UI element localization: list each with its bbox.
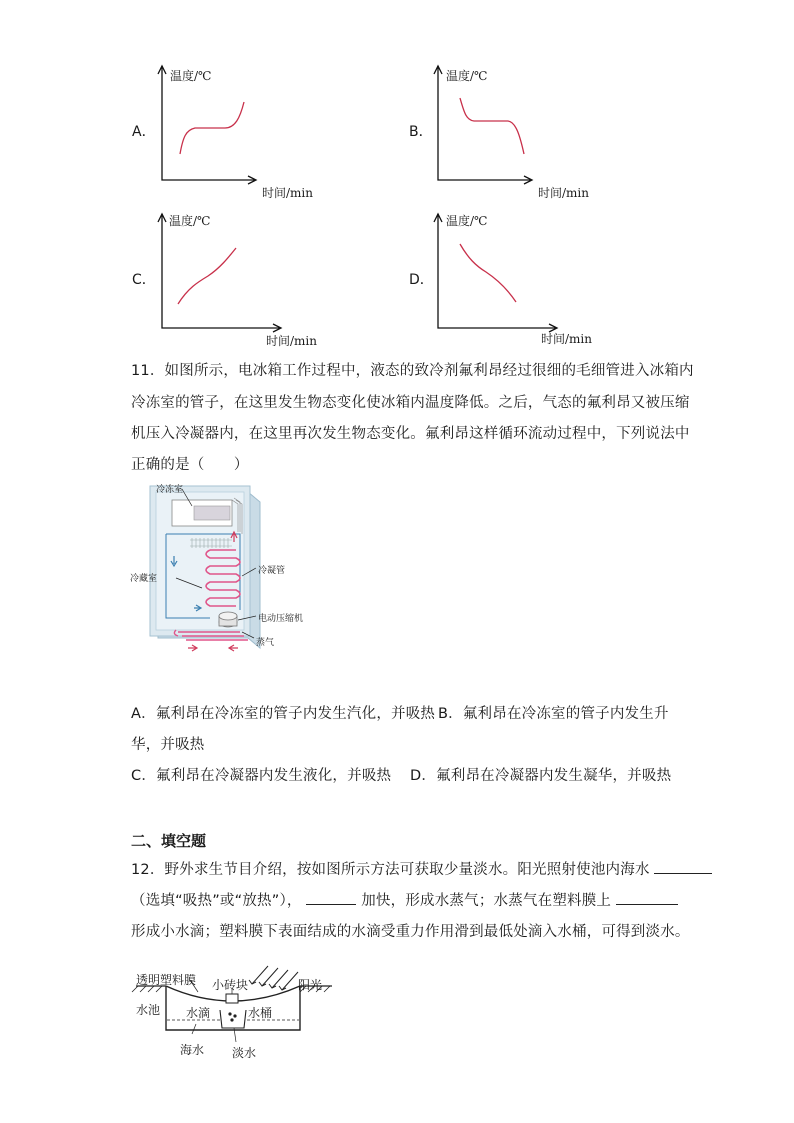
graph-b-xlabel: 时间/min: [538, 186, 589, 200]
graph-d-xlabel: 时间/min: [541, 332, 592, 346]
option-a-label: A．: [132, 124, 156, 140]
label-bucket: 水桶: [248, 1006, 273, 1020]
label-vapor: 蒸气: [256, 638, 275, 648]
graph-d-ylabel: 温度/℃: [446, 214, 488, 228]
q12-line-3: 形成小水滴；塑料膜下表面结成的水滴受重力作用滑到最低处滴入水桶，可得到淡水。: [131, 924, 690, 940]
label-film: 透明塑料膜: [136, 973, 197, 987]
graph-a-curve: [180, 102, 244, 154]
label-compressor: 电动压缩机: [258, 614, 304, 624]
option-c-label: C．: [132, 272, 156, 288]
q11-option-c: C．氟利昂在冷凝器内发生液化，并吸热: [131, 768, 392, 784]
option-b-label: B．: [409, 124, 433, 140]
label-freshwater: 淡水: [232, 1046, 257, 1060]
graph-c-svg: [150, 210, 290, 340]
graph-c-ylabel: 温度/℃: [169, 214, 211, 228]
label-condenser: 冷凝管: [258, 566, 286, 576]
q11-option-b-line2: 华，并吸热: [131, 737, 205, 753]
label-freezer: 冷冻室: [156, 485, 184, 495]
option-d-label: D．: [409, 272, 434, 288]
graph-a-xlabel: 时间/min: [262, 186, 313, 200]
q11-option-d: D．氟利昂在冷凝器内发生凝华，并吸热: [410, 768, 672, 784]
graph-d-svg: [426, 210, 566, 340]
graph-b-ylabel: 温度/℃: [446, 69, 488, 83]
label-droplet: 水滴: [186, 1006, 211, 1020]
graph-c-curve: [178, 248, 236, 304]
graph-c-xlabel: 时间/min: [266, 334, 317, 348]
q11-option-a: A．氟利昂在冷冻室的管子内发生汽化，并吸热: [131, 706, 436, 722]
q12-line-1: 12．野外求生节目介绍，按如图所示方法可获取少量淡水。阳光照射使池内海水: [131, 862, 650, 878]
q11-line-4: 正确的是（ ）: [131, 457, 249, 473]
label-brick: 小砖块: [212, 978, 249, 992]
q11-line-2: 冷冻室的管子，在这里发生物态变化使冰箱内温度降低。之后，气态的氟利昂又被压缩: [131, 395, 690, 411]
label-sun: 阳光: [298, 978, 323, 992]
section-title: 二、填空题: [131, 832, 207, 850]
label-fridge: 冷藏室: [130, 574, 158, 584]
q12-line-2b: 加快，形成水蒸气；水蒸气在塑料膜上: [361, 893, 612, 909]
q11-line-1: 11．如图所示，电冰箱工作过程中，液态的致冷剂氟利昂经过很细的毛细管进入冰箱内: [131, 363, 694, 379]
label-seawater: 海水: [180, 1043, 205, 1057]
label-pool: 水池: [136, 1003, 161, 1017]
q12-line-2a: （选填“吸热”或“放热”），: [131, 893, 302, 909]
q12-blank-3[interactable]: [616, 890, 678, 905]
q12-blank-2[interactable]: [306, 890, 356, 905]
graph-b-curve: [460, 98, 524, 154]
q11-line-3: 机压入冷凝器内，在这里再次发生物态变化。氟利昂这样循环流动过程中，下列说法中: [131, 426, 690, 442]
q12-blank-1[interactable]: [654, 859, 712, 874]
graph-d-curve: [460, 244, 516, 302]
q11-option-b-line1: B．氟利昂在冷冻室的管子内发生升: [438, 706, 669, 722]
graph-a-ylabel: 温度/℃: [170, 69, 212, 83]
